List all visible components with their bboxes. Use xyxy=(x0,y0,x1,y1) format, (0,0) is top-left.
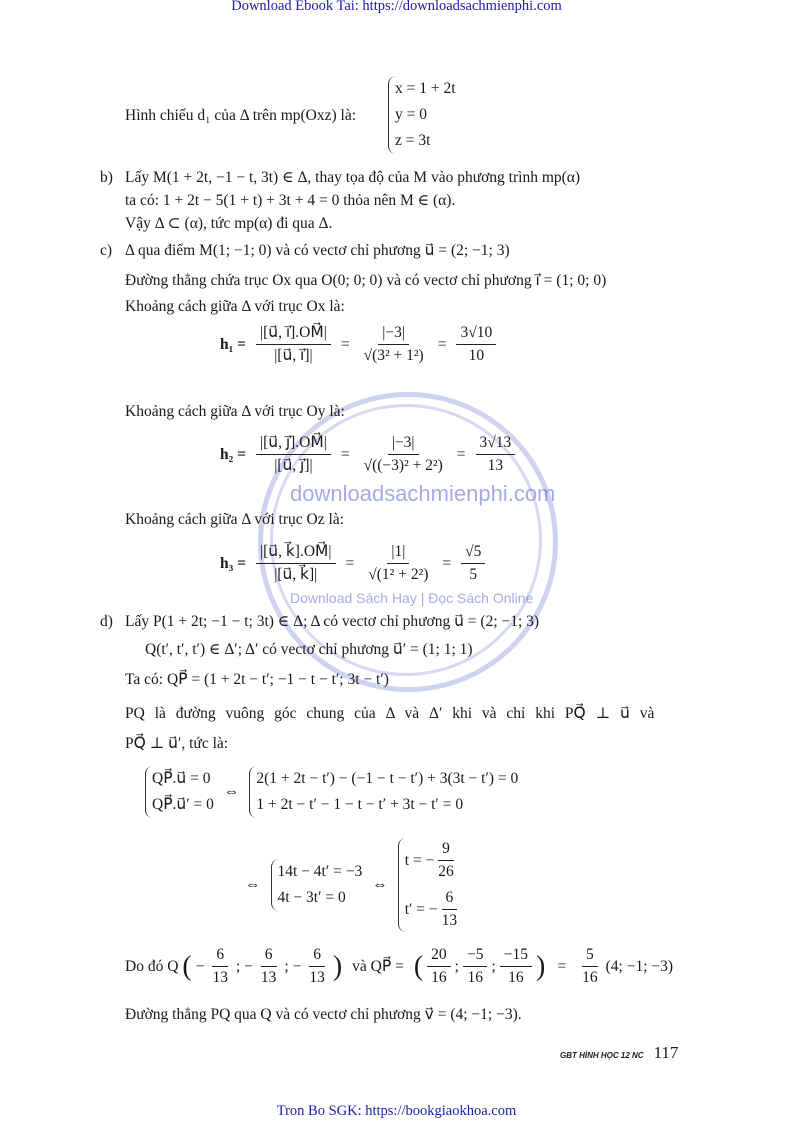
h3-num3: √5 xyxy=(461,541,485,564)
tp-num: 6 xyxy=(442,887,458,910)
h2-num2: |−3| xyxy=(388,432,419,455)
conclusion-prefix: Do đó Q xyxy=(125,957,179,975)
part-d-line: PQ là đường vuông góc chung của Δ và Δ′ khi và chỉ khi PQ⃗ ⊥ u⃗ và xyxy=(125,705,655,722)
part-d-line: Q(t′, t′, t′) ∈ Δ′; Δ′ có vectơ chỉ phương u⃗′ = (1; 1; 1) xyxy=(145,641,473,658)
system-2 xyxy=(245,838,461,932)
sys2-eq: 14t − 4t′ = −3 xyxy=(277,863,363,880)
h3-den: |[u⃗, k⃗]| xyxy=(274,566,318,583)
h1-num2: |−3| xyxy=(378,322,409,345)
footer-sgk-link[interactable]: Tron Bo SGK: https://bookgiaokhoa.com xyxy=(276,1103,517,1119)
part-c-line: Khoảng cách giữa Δ với trục Oy là: xyxy=(125,403,345,420)
equals: = xyxy=(557,957,567,975)
p-den: 16 xyxy=(508,969,524,986)
h3-den2: √(1² + 2²) xyxy=(368,566,429,583)
conclusion-line: Do đó Q ( − $\frac{6}{13}$ ; − $\frac{6}{13}$ ; − $\frac{6}{13}$ ) và QP⃗ = ( $\frac{20}{16}$ ; $\frac{-5}{16}$ ; $\frac{-15}{16}$ ) = $\frac{5}{16}$ (4; −1; −3) xyxy=(125,944,673,989)
t-den: 26 xyxy=(438,863,454,880)
part-c-line: Δ qua điểm M(1; −1; 0) và có vectơ chỉ phương u⃗ = (2; −1; 3) xyxy=(125,242,510,259)
system-1 xyxy=(145,766,518,818)
h2-den2: √((−3)² + 2²) xyxy=(363,457,443,474)
eq-z: z = 3t xyxy=(395,132,431,149)
h1-den2: √(3² + 1²) xyxy=(363,347,424,364)
part-b-line: ta có: 1 + 2t − 5(1 + t) + 3t + 4 = 0 thỏa nên M ∈ (α). xyxy=(125,192,456,209)
formula-h1 xyxy=(220,322,496,367)
final-line: Đường thẳng PQ qua Q và có vectơ chỉ phương v⃗ = (4; −1; −3). xyxy=(125,1006,522,1023)
part-b-line: Vậy Δ ⊂ (α), tức mp(α) đi qua Δ. xyxy=(125,215,333,232)
projection-label: Hình chiếu d₁ của Δ trên mp(Oxz) là: xyxy=(125,107,357,124)
sys1-eq: QP⃗.u⃗′ = 0 xyxy=(152,796,214,813)
watermark-tagline: Download Sách Hay | Đọc Sách Online xyxy=(290,590,534,606)
h2-label: h₂ = xyxy=(220,445,246,463)
q-den: 13 xyxy=(260,969,277,986)
q-den: 13 xyxy=(309,969,325,986)
conclusion-mid: và QP⃗ = xyxy=(352,958,404,975)
h2-den3: 13 xyxy=(487,457,504,474)
iff-symbol: ⇔ xyxy=(245,876,261,893)
part-d-line: Ta có: QP⃗ = (1 + 2t − t′; −1 − t − t′; 3t − t′) xyxy=(125,671,389,688)
p-den: 16 xyxy=(431,969,447,986)
book-title: GBT HÌNH HỌC 12 NC xyxy=(560,1051,644,1060)
tp-den: 13 xyxy=(441,912,458,929)
iff-symbol: ⇔ xyxy=(372,876,388,893)
part-c-line: Khoảng cách giữa Δ với trục Oz là: xyxy=(125,511,344,528)
part-b-line: Lấy M(1 + 2t, −1 − t, 3t) ∈ Δ, thay tọa độ của M vào phương trình mp(α) xyxy=(125,169,581,186)
t-label: t = − xyxy=(404,851,435,869)
p-num: −15 xyxy=(500,944,532,967)
h3-num2: |1| xyxy=(387,541,409,564)
h2-den: |[u⃗, j⃗]| xyxy=(274,457,313,474)
sys1-eq: QP⃗.u⃗ = 0 xyxy=(152,770,211,787)
part-c-line: Đường thẳng chứa trục Ox qua O(0; 0; 0) và có vectơ chỉ phương i⃗ = (1; 0; 0) xyxy=(125,272,607,289)
h3-num: |[u⃗, k⃗].OM⃗| xyxy=(256,541,336,564)
h1-den: |[u⃗, i⃗]| xyxy=(274,347,313,364)
h3-label: h₃ = xyxy=(220,554,246,572)
p-num: −5 xyxy=(463,944,488,967)
h1-den3: 10 xyxy=(468,347,485,364)
sys1-eq: 2(1 + 2t − t′) − (−1 − t − t′) + 3(3t − t′) = 0 xyxy=(256,770,519,787)
iff-symbol: ⇔ xyxy=(223,783,240,800)
page-footer xyxy=(560,1043,678,1063)
h3-den3: 5 xyxy=(469,566,478,583)
equals: = xyxy=(456,445,466,463)
page-number: 117 xyxy=(653,1043,679,1062)
q-den: 13 xyxy=(212,969,228,986)
h2-num3: 3√13 xyxy=(476,432,516,455)
equals: = xyxy=(345,554,355,572)
h2-num: |[u⃗, j⃗].OM⃗| xyxy=(256,432,331,455)
header-download-link[interactable]: Download Ebook Tai: https://downloadsachmienphi.com xyxy=(231,0,562,14)
sys1-eq: 1 + 2t − t′ − 1 − t − t′ + 3t − t′ = 0 xyxy=(256,796,464,813)
part-d-line: PQ⃗ ⊥ u⃗′, tức là: xyxy=(125,735,229,752)
equals: = xyxy=(340,445,350,463)
h1-num3: 3√10 xyxy=(456,322,496,345)
part-d-marker: d) xyxy=(100,613,113,630)
equals: = xyxy=(437,335,447,353)
conclusion-tail: (4; −1; −3) xyxy=(605,957,674,975)
q-num: 6 xyxy=(261,944,277,967)
h1-label: h₁ = xyxy=(220,335,246,353)
tp-label: t′ = − xyxy=(404,900,438,918)
p-num: 20 xyxy=(427,944,451,967)
q-num: 6 xyxy=(309,944,325,967)
h1-num: |[u⃗, i⃗].OM⃗| xyxy=(256,322,331,345)
q-num: 6 xyxy=(212,944,228,967)
sys2-eq: 4t − 3t′ = 0 xyxy=(277,889,346,906)
eq-y: y = 0 xyxy=(395,106,427,123)
formula-h2 xyxy=(220,432,515,477)
k-num: 5 xyxy=(582,944,598,967)
t-num: 9 xyxy=(438,838,454,861)
k-den: 16 xyxy=(582,969,598,986)
formula-h3 xyxy=(220,541,485,586)
p-den: 16 xyxy=(467,969,483,986)
projection-system xyxy=(388,76,456,154)
part-c-marker: c) xyxy=(100,242,113,259)
watermark-site: downloadsachmienphi.com xyxy=(290,481,556,506)
part-b-marker: b) xyxy=(100,169,113,186)
equals: = xyxy=(442,554,452,572)
equals: = xyxy=(340,335,350,353)
part-d-line: Lấy P(1 + 2t; −1 − t; 3t) ∈ Δ; Δ có vectơ chỉ phương u⃗ = (2; −1; 3) xyxy=(125,613,540,630)
part-c-line: Khoảng cách giữa Δ với trục Ox là: xyxy=(125,298,345,315)
eq-x: x = 1 + 2t xyxy=(395,80,456,97)
